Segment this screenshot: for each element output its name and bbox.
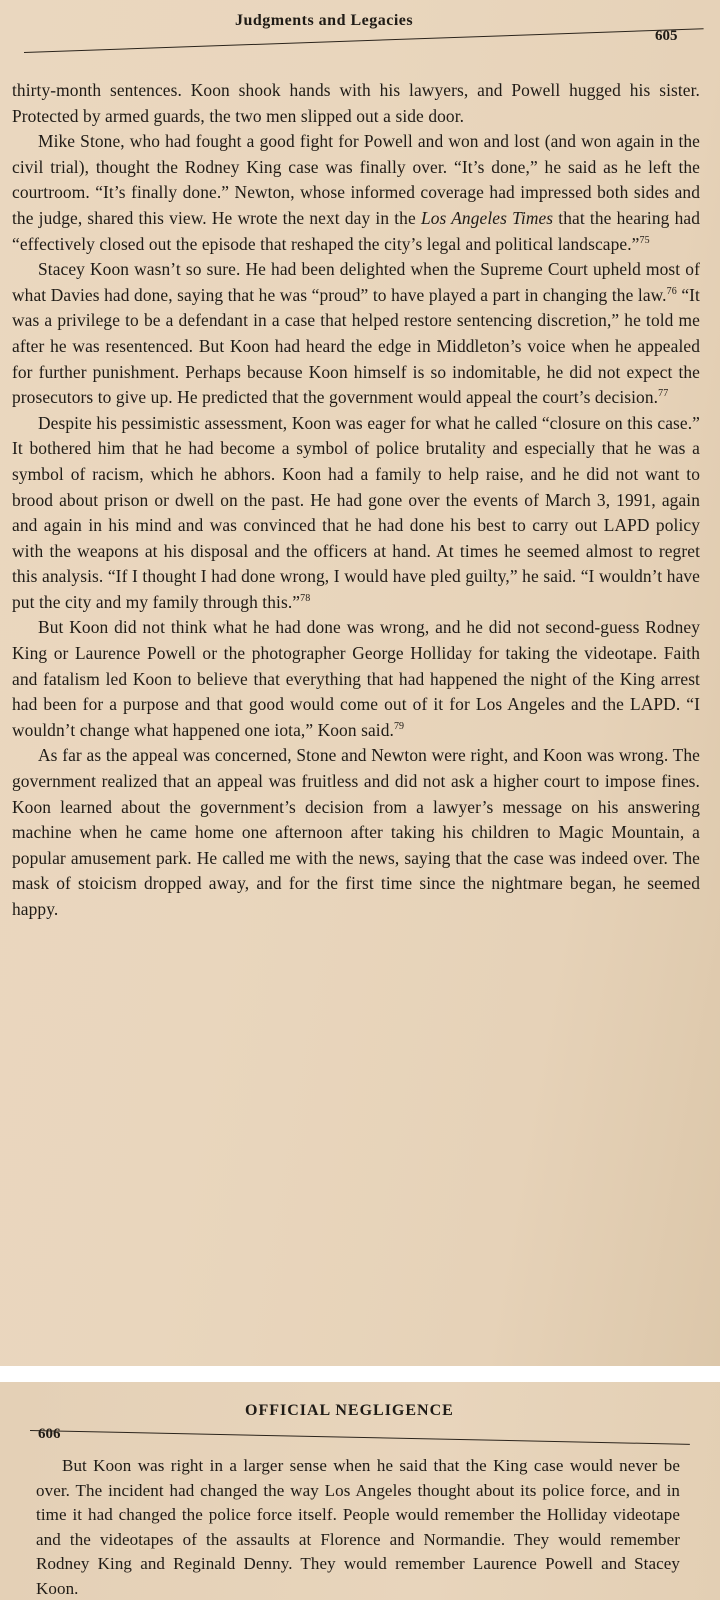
paragraph: [36, 1454, 680, 1601]
paragraph: [12, 257, 700, 411]
footnote-ref: 78: [300, 593, 311, 605]
paragraph-text: Stacey Koon wasn’t so sure. He had been delighted when the Supreme Court upheld most of what Davies had done, saying that he was “proud” to have played a part in changing the law.: [12, 259, 700, 305]
body-text: [36, 1454, 680, 1601]
paragraph: [12, 615, 700, 743]
italic-text: Los Angeles Times: [420, 207, 554, 228]
page-separator: [0, 1366, 720, 1382]
paragraph-text: Despite his pessimistic assessment, Koon was eager for what he called “closure on this case.” It bothered him that he had become a symbol of police brutality and especially that he was a symbol of racism, which he abhors. Koon had a family to help raise, and he did not want to brood about prison or dwell on the past. He had gone over the events of March 3, 1991, again and again in his mind and was convinced that he had done his best to carry out LAPD policy with the weapons at his disposal and the officers at hand. At times he seemed almost to regret this analysis. “If I thought I had done wrong, I would have pled guilty,” he said. “I wouldn’t have put the city and my family through this.”: [12, 412, 700, 612]
page-number: 606: [38, 1426, 61, 1442]
footnote-ref: 79: [393, 721, 405, 733]
paragraph-text: that the hearing had “effectively closed out the episode that reshaped the city’s legal and political landscape.”: [12, 207, 700, 254]
paragraph: [12, 743, 700, 922]
running-head: OFFICIAL NEGLIGENCE: [245, 1402, 454, 1419]
paragraph: [12, 411, 700, 616]
footnote-ref: 75: [639, 234, 650, 246]
body-text: [12, 78, 700, 923]
header-rule: [30, 1430, 690, 1445]
paragraph-text: But Koon did not think what he had done was wrong, and he did not second-guess Rodney King or Laurence Powell or the photographer George Holliday for taking the videotape. Faith and fatalism led Koon to believe that everything that had happened the night of the King arrest had been for a purpose and that good would come out of it for Los Angeles and the LAPD. “I wouldn’t change what happened one iota,” Koon said.: [12, 617, 700, 740]
paragraph-text: But Koon was right in a larger sense when he said that the King case would never be over. The incident had changed the way Los Angeles thought about its police force, and in time it had changed the police force itself. People would remember the Holliday videotape and the videotapes of the assaults at Florence and Normandie. They would remember Rodney King and Reginald Denny. They would remember Laurence Powell and Stacey Koon.: [36, 1456, 680, 1598]
page-number: 605: [655, 28, 678, 44]
running-head: Judgments and Legacies: [235, 12, 414, 29]
paragraph-text: Mike Stone, who had fought a good fight for Powell and won and lost (and won again in the civil trial), thought the Rodney King case was finally over. “It’s done,” he said as he left the courtroom. “It’s finally done.” Newton, whose informed coverage had impressed both sides and the judge, shared this view. He wrote the next day in the: [12, 131, 700, 228]
footnote-ref: 76: [666, 285, 677, 297]
paragraph-text: “It was a privilege to be a defendant in a case that helped restore sentencing discretion,” he told me after he was resentenced. But Koon had heard the edge in Middleton’s voice when he appealed for further punishment. Perhaps because Koon himself is so indomitable, he did not expect the prosecutors to give up. He predicted that the government would appeal the court’s decision.: [12, 284, 700, 408]
paragraph: [12, 78, 700, 129]
footnote-ref: 77: [658, 388, 669, 400]
header-rule: [24, 28, 704, 53]
paragraph-text: As far as the appeal was concerned, Stone and Newton were right, and Koon was wrong. The government realized that an appeal was fruitless and did not ask a higher court to impose fines. Koon learned about the government’s decision from a lawyer’s message on his answering machine when he came home one afternoon after taking his children to Magic Mountain, a popular amusement park. He called me with the news, saying that the case was indeed over. The mask of stoicism dropped away, and for the first time since the nightmare began, he seemed happy.: [12, 745, 700, 919]
paragraph: [12, 129, 700, 257]
paragraph-text: thirty-month sentences. Koon shook hands with his lawyers, and Powell hugged his sister. Protected by armed guards, the two men slipped out a side door.: [12, 80, 700, 126]
book-page-606: [0, 1382, 720, 1600]
